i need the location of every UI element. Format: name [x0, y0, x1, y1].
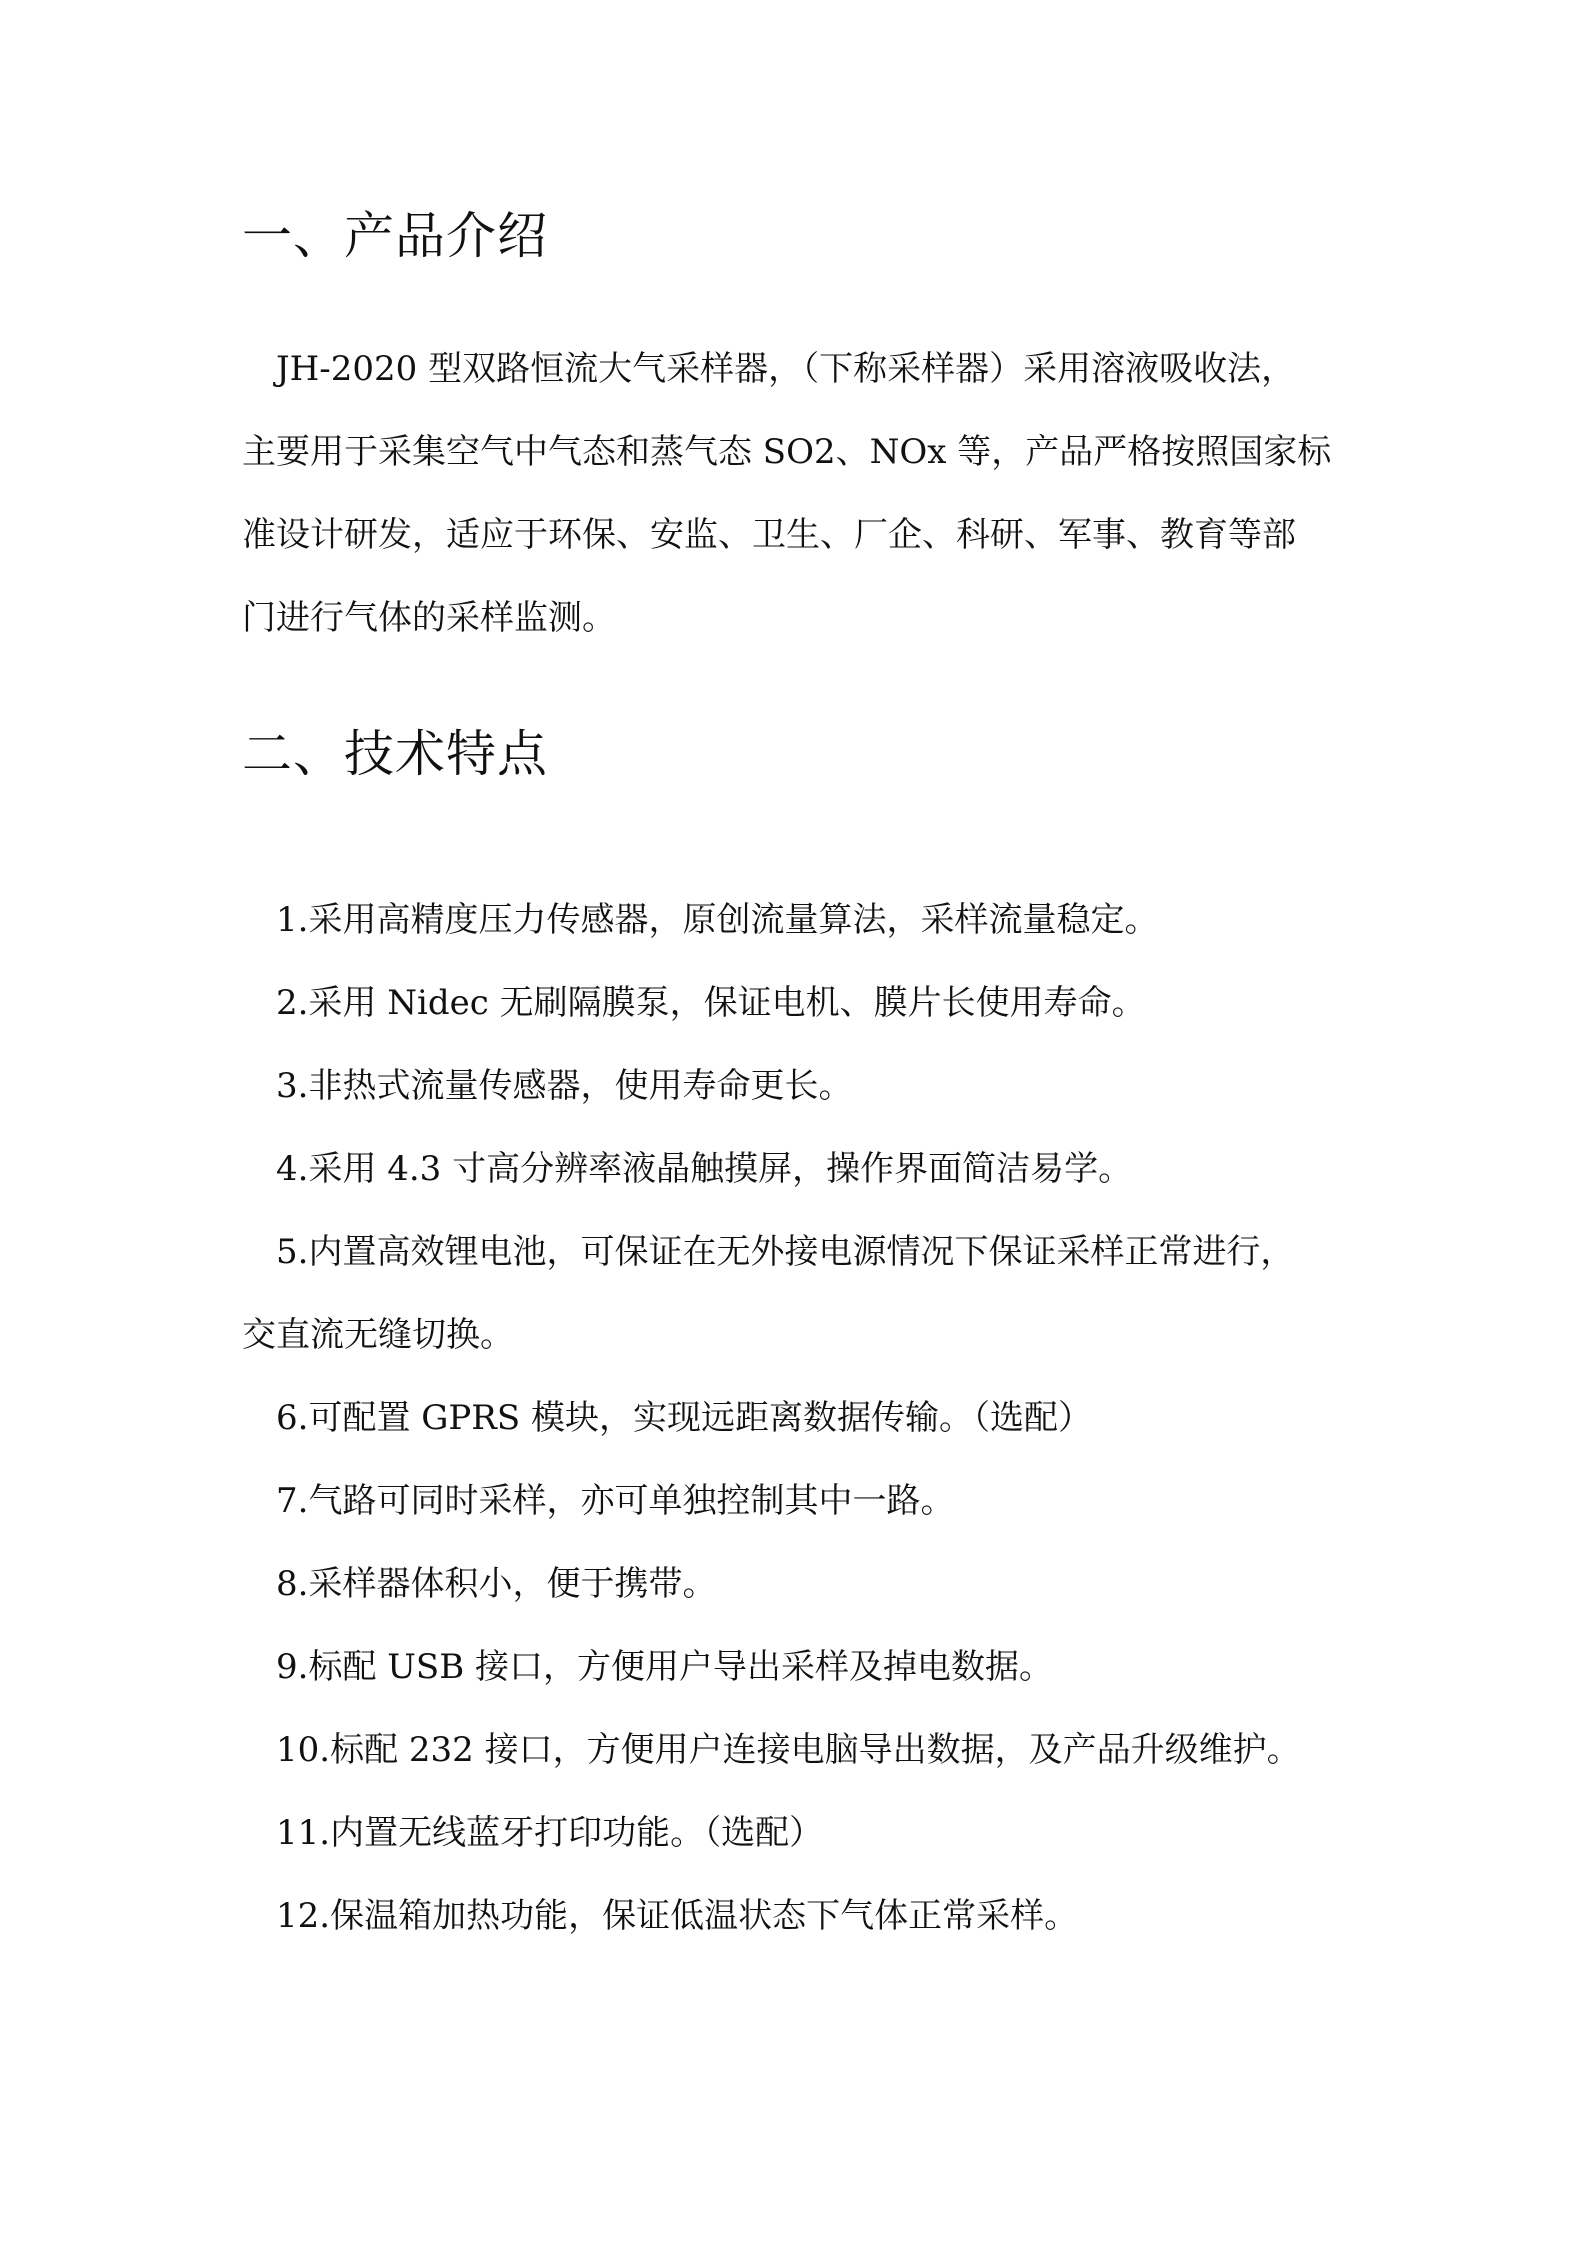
feature-item-1: 1.采用高精度压力传感器，原创流量算法，采样流量稳定。	[276, 900, 1159, 940]
section-heading-tech-features: 二、技术特点	[242, 725, 548, 783]
intro-line-4: 门进行气体的采样监测。	[242, 598, 616, 638]
section-heading-product-intro: 一、产品介绍	[242, 207, 548, 265]
feature-item-9: 9.标配 USB 接口，方便用户导出采样及掉电数据。	[276, 1647, 1053, 1687]
feature-item-6: 6.可配置 GPRS 模块，实现远距离数据传输。（选配）	[276, 1398, 1092, 1438]
feature-item-10: 10.标配 232 接口，方便用户连接电脑导出数据，及产品升级维护。	[276, 1730, 1301, 1770]
feature-item-5: 5.内置高效锂电池，可保证在无外接电源情况下保证采样正常进行，	[276, 1232, 1295, 1272]
intro-line-2: 主要用于采集空气中气态和蒸气态 SO2、NOx 等，产品严格按照国家标	[242, 432, 1332, 472]
feature-item-5-continued: 交直流无缝切换。	[242, 1315, 514, 1355]
feature-item-8: 8.采样器体积小，便于携带。	[276, 1564, 717, 1604]
feature-item-3: 3.非热式流量传感器，使用寿命更长。	[276, 1066, 853, 1106]
feature-item-7: 7.气路可同时采样，亦可单独控制其中一路。	[276, 1481, 955, 1521]
intro-line-3: 准设计研发，适应于环保、安监、卫生、厂企、科研、军事、教育等部	[242, 515, 1296, 555]
feature-item-12: 12.保温箱加热功能，保证低温状态下气体正常采样。	[276, 1896, 1079, 1936]
feature-item-4: 4.采用 4.3 寸高分辨率液晶触摸屏，操作界面简洁易学。	[276, 1149, 1133, 1189]
feature-item-11: 11.内置无线蓝牙打印功能。（选配）	[276, 1813, 824, 1853]
intro-line-1: JH-2020 型双路恒流大气采样器，（下称采样器）采用溶液吸收法，	[276, 349, 1296, 389]
feature-item-2: 2.采用 Nidec 无刷隔膜泵，保证电机、膜片长使用寿命。	[276, 983, 1146, 1023]
